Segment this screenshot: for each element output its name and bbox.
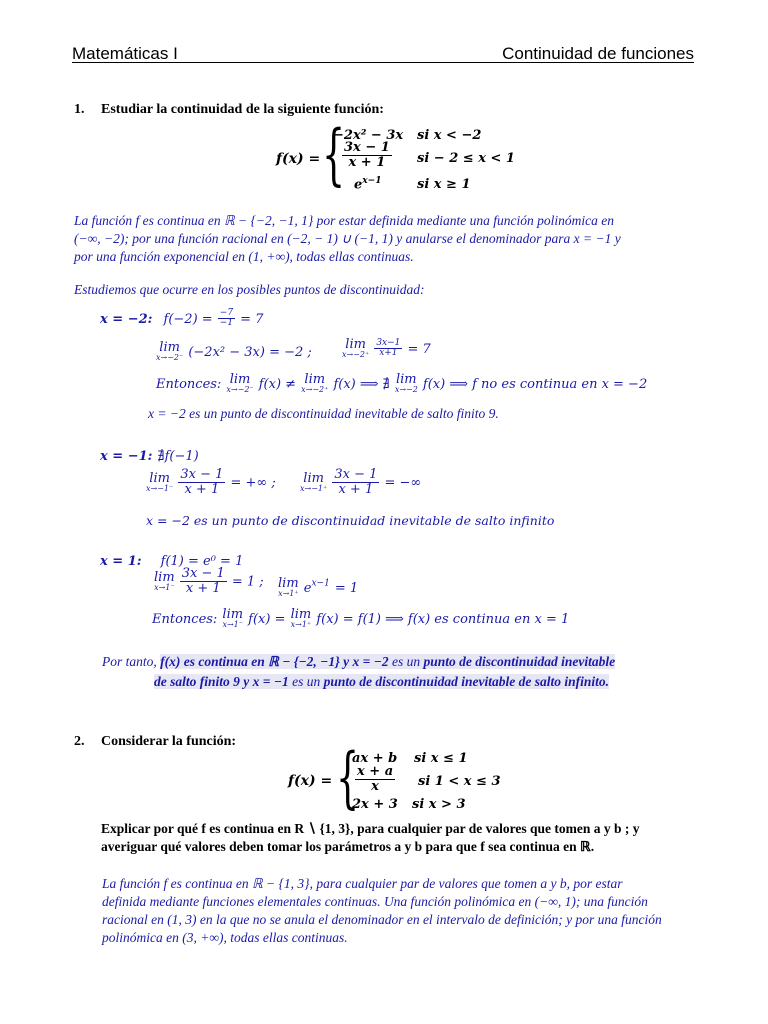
p1-case1-expr: −2x² − 3x — [333, 128, 404, 143]
lim-word: lim — [222, 607, 244, 622]
lim-sub: x→−1⁻ — [146, 483, 174, 493]
p2-case2-fraction — [355, 765, 395, 793]
p2-answer-line-4: polinómica en (3, +∞), todas ellas continuas. — [102, 930, 348, 945]
case-x-1-value: f(1) = e⁰ = 1 — [160, 554, 244, 569]
lim-word: lim — [229, 372, 251, 387]
lim-sub: x→−2⁻ — [156, 353, 184, 362]
frac-den: x+1 — [379, 348, 398, 358]
exp-power: x−1 — [311, 578, 330, 589]
p1-case2-cond: si − 2 ≤ x < 1 — [417, 151, 515, 166]
p1-final-line-2 — [154, 674, 609, 690]
lim-sub: x→1⁺ — [290, 620, 312, 629]
conclusion-x-1-limits — [152, 608, 569, 629]
lim-sub: x→1⁺ — [278, 589, 299, 598]
lim-word: lim — [154, 569, 175, 585]
limit-result: = −∞ — [384, 475, 422, 491]
frac-num: 3x − 1 — [334, 467, 378, 482]
final-prefix: Por tanto, — [102, 654, 157, 669]
limit-left-x-minus-2 — [156, 341, 312, 362]
p2-answer-line-1: La función f es continua en ℝ − {1, 3}, para cualquier par de valores que tomen a y b, por estar — [102, 876, 623, 891]
final-connector-2: es un — [288, 674, 324, 689]
p1-case2-fraction — [342, 141, 392, 169]
p1-case2-num: 3x − 1 — [344, 140, 390, 155]
limit-result: = +∞ ; — [230, 475, 276, 491]
frac-den: x + 1 — [338, 481, 374, 497]
lim-sub: x→−1⁺ — [300, 483, 328, 493]
lim-word: lim — [303, 470, 324, 486]
case-x-minus-2-value-fraction — [218, 309, 235, 329]
lim-sub: x→−2⁻ — [226, 385, 254, 394]
entonces-label: Entonces: — [152, 612, 218, 627]
entonces-mid-2: f(x) ⟹ ∄ — [333, 377, 390, 392]
header-rule — [72, 62, 694, 63]
entonces-mid-1: f(x) ≠ — [258, 377, 297, 392]
exp-base: e — [303, 581, 312, 596]
p1-case3-expr — [354, 176, 381, 192]
p1-case3-cond: si x ≥ 1 — [417, 177, 471, 192]
p2-case3-cond: si x > 3 — [412, 797, 466, 812]
p1-answer-line-1: La función f es continua en ℝ − {−2, −1, 1} por estar definida mediante una función polinómica en — [74, 213, 615, 228]
p2-left-brace: { — [336, 739, 360, 816]
frac-den: −1 — [219, 318, 234, 328]
case-x-minus-2-label: x = −2: — [100, 312, 153, 327]
p1-case1-cond: si x < −2 — [417, 128, 482, 143]
final-highlight-4: punto de discontinuidad inevitable de salto infinito. — [323, 674, 610, 689]
lim-sub: x→−2 — [394, 385, 418, 394]
p2-question-line-2: averiguar qué valores deben tomar los parámetros a y b para que f sea continua en ℝ. — [101, 839, 595, 854]
entonces-label: Entonces: — [156, 377, 222, 392]
case-x-1-label: x = 1: — [100, 554, 142, 569]
limit-right-x-minus-2 — [342, 338, 431, 359]
lim-word: lim — [149, 470, 170, 486]
p2-answer-line-3: racional en (1, 3) en la que no se anula el denominador en el intervalo de definición; y por una función — [102, 912, 662, 927]
limit-left-x-1 — [154, 567, 264, 595]
final-highlight-3: de salto finito 9 y x = −1 — [154, 674, 289, 689]
limit-fraction — [332, 468, 379, 496]
limit-result: = 1 — [334, 581, 359, 596]
final-highlight-2: punto de discontinuidad inevitable — [423, 654, 616, 669]
p1-final-line-1 — [102, 654, 615, 670]
p1-fx-label: f(x) = — [276, 151, 321, 167]
p2-case1-expr: ax + b — [352, 751, 398, 766]
final-highlight-1: f(x) es continua en ℝ − {−2, −1} y x = −2 — [160, 654, 389, 669]
case-x-minus-1-label: x = −1: — [100, 449, 153, 464]
p2-question-line-1: Explicar por qué f es continua en R ∖ {1, 3}, para cualquier par de valores que tomen a y b ; y — [101, 821, 640, 836]
case-x-minus-1 — [100, 445, 199, 464]
case-x-minus-2-value-result: = 7 — [240, 312, 264, 327]
limit-right-x-1 — [278, 577, 358, 598]
conclusion-x-minus-2: x = −2 es un punto de discontinuidad inevitable de salto finito 9. — [148, 406, 499, 421]
limit-left-x-minus-1 — [146, 468, 276, 496]
lim-sub: x→1⁻ — [222, 620, 243, 629]
frac-num: 3x − 1 — [181, 566, 225, 581]
lim-word: lim — [278, 576, 299, 591]
problem-1-number: 1. — [74, 102, 85, 117]
p1-answer-line-3: por una función exponencial en (1, +∞), todas ellas continuas. — [74, 249, 414, 264]
conclusion-x-minus-1 — [146, 510, 554, 529]
lim-word: lim — [304, 372, 326, 387]
frac-den: x + 1 — [185, 580, 221, 596]
lim-sub: x→−2⁺ — [301, 385, 329, 394]
entonces-end: f(x) = f(1) ⟹ f(x) es continua en x = 1 — [316, 612, 570, 627]
frac-num: 3x − 1 — [180, 467, 224, 482]
entonces-end: f(x) ⟹ f no es continua en x = −2 — [422, 377, 648, 392]
conclusion-x-minus-2-limits — [156, 373, 647, 394]
frac-num: 3x−1 — [376, 337, 401, 348]
p1-case2-den: x + 1 — [348, 154, 386, 170]
conclusion-x-minus-1-text: x = −2 es un punto de discontinuidad inevitable de salto infinito — [146, 513, 555, 528]
p2-answer-line-2: definida mediante funciones elementales continuas. Una función polinómica en (−∞, 1); una función — [102, 894, 648, 909]
p1-case3-base: e — [354, 177, 363, 193]
limit-left-expr: (−2x² − 3x) = −2 ; — [188, 345, 312, 360]
limit-right-fraction — [374, 339, 402, 359]
problem-2-title: Considerar la función: — [101, 734, 237, 749]
problem-2-number: 2. — [74, 734, 85, 749]
header-topic: Continuidad de funciones — [502, 44, 694, 63]
p1-answer-line-2: (−∞, −2); por una función racional en (−2, − 1) ∪ (−1, 1) y anularse el denominador para x = −1 y — [74, 231, 621, 246]
p2-case2-den: x — [371, 778, 379, 794]
limit-result: = 1 ; — [231, 574, 264, 590]
p1-case3-exponent: x−1 — [362, 176, 382, 186]
limit-right-result: = 7 — [407, 342, 431, 357]
p2-case3-expr: 2x + 3 — [352, 797, 398, 812]
lim-sub: x→1⁻ — [154, 582, 175, 592]
p1-study-intro: Estudiemos que ocurre en los posibles puntos de discontinuidad: — [74, 282, 425, 297]
lim-word: lim — [159, 340, 180, 355]
p2-case2-num: x + a — [357, 764, 394, 779]
limit-fraction — [178, 468, 225, 496]
entonces-mid: f(x) = — [248, 612, 286, 627]
limit-fraction — [180, 567, 227, 595]
p2-fx-label: f(x) = — [288, 773, 333, 789]
p2-case2-cond: si 1 < x ≤ 3 — [418, 774, 501, 789]
p1-left-brace: { — [322, 116, 346, 193]
frac-num: −7 — [219, 307, 234, 318]
lim-sub: x→−2⁺ — [342, 350, 370, 359]
limit-right-x-minus-1 — [300, 468, 421, 496]
header-subject: Matemáticas I — [72, 44, 178, 63]
lim-word: lim — [290, 607, 312, 622]
p2-case1-cond: si x ≤ 1 — [414, 751, 468, 766]
frac-den: x + 1 — [184, 481, 220, 497]
case-x-minus-1-value: ∄f(−1) — [157, 449, 199, 464]
lim-word: lim — [395, 372, 417, 387]
problem-1-title: Estudiar la continuidad de la siguiente función: — [101, 102, 384, 117]
final-connector-1: es un — [388, 654, 424, 669]
case-x-minus-2 — [100, 308, 263, 328]
lim-word: lim — [345, 337, 366, 352]
case-x-minus-2-value-prefix: f(−2) = — [163, 312, 213, 327]
